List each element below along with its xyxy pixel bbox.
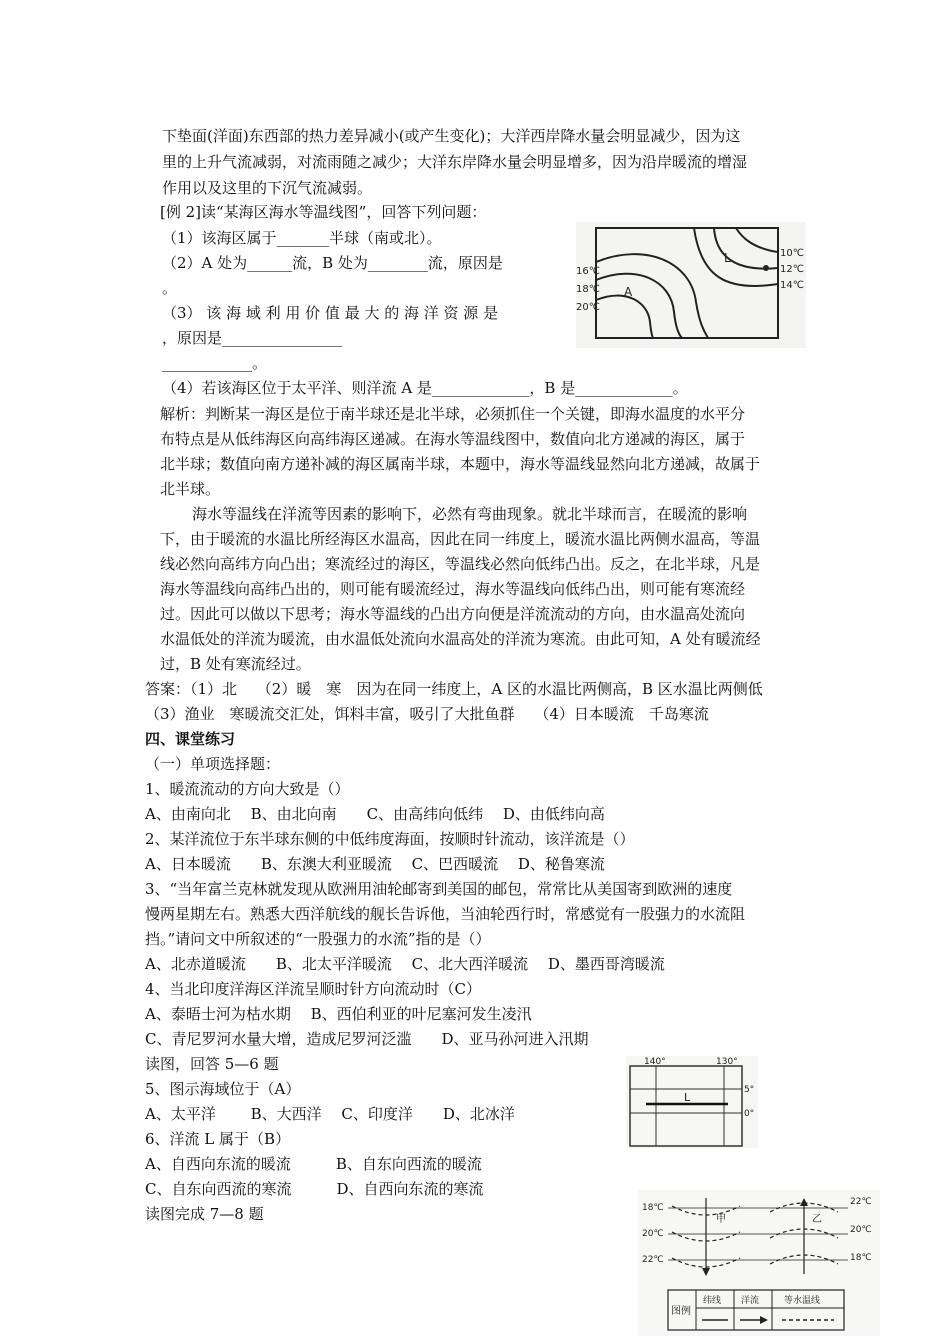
label-b: L (724, 251, 731, 265)
current-diagram (638, 1190, 880, 1336)
temp-label: 18℃ (642, 1203, 664, 1213)
question-line: 5、图示海域位于（A） (145, 1080, 301, 1098)
option-line: A、自西向东流的暖流 B、自东向西流的暖流 (145, 1155, 482, 1173)
temp-label: 12℃ (780, 264, 804, 275)
analysis-line: 过，B 处有寒流经过。 (160, 655, 311, 673)
temp-label: 20℃ (576, 302, 600, 313)
example-heading: [例 2]读“某海区海水等温线图”，回答下列问题： (160, 203, 487, 221)
answer-line: 答案：（1）北 （2）暖 寒 因为在同一纬度上，A 区的水温比两侧高，B 区水温比两侧低 (145, 680, 763, 698)
temp-label: 16℃ (576, 266, 600, 277)
analysis-line: 解析：判断某一海区是位于南半球还是北半球，必须抓住一个关键，即海水温度的水平分 (160, 405, 746, 423)
instruction-line: 读图完成 7—8 题 (145, 1205, 264, 1223)
option-line: A、由南向北 B、由北向南 C、由高纬向低纬 D、由低纬向高 (145, 805, 605, 823)
longitude-label: 130° (716, 1057, 738, 1067)
label-yi: 乙 (812, 1214, 822, 1225)
question-line: 1、暖流流动的方向大致是（） (145, 780, 350, 798)
text-line: 里的上升气流减弱，对流雨随之减少；大洋东岸降水量会明显增多，因为沿岸暖流的增湿 (162, 153, 748, 171)
analysis-line: 北半球。 (160, 480, 221, 498)
analysis-line: 北半球；数值向南方递补减的海区属南半球，本题中，海水等温线显然向北方递减，故属于 (160, 455, 761, 473)
analysis-line: 线必然向高纬方向凸出；寒流经过的海区，等温线必然向低纬凸出。反之，在北半球，凡是 (160, 555, 761, 573)
question-line: 2、某洋流位于东半球东侧的中低纬度海面，按顺时针流动，该洋流是（） (145, 830, 635, 848)
latitude-label: 5° (744, 1085, 755, 1095)
current-l-label: L (684, 1091, 691, 1104)
analysis-line: 水温低处的洋流为暖流，由水温低处流向水温高处的洋流为寒流。由此可知，A 处有暖流经 (160, 630, 761, 648)
temp-label: 10℃ (780, 248, 804, 259)
analysis-line: 海水等温线向高纬凸出的，则可能有暖流经过，海水等温线向低纬凸出，则可能有寒流经 (160, 580, 746, 598)
legend-item: 纬线 (703, 1296, 722, 1306)
question-line: 4、当北印度洋海区洋流呈顺时针方向流动时（C） (145, 980, 482, 998)
option-line: A、太平洋 B、大西洋 C、印度洋 D、北冰洋 (145, 1105, 515, 1123)
section-heading: 四、课堂练习 (145, 730, 236, 748)
temp-label: 22℃ (850, 1197, 872, 1207)
text-line: 作用以及这里的下沉气流减弱。 (162, 179, 373, 197)
temp-label: 18℃ (576, 284, 600, 295)
question-line: 慢两星期左右。熟悉大西洋航线的舰长告诉他，当油轮西行时，常感觉有一股强力的水流阻 (145, 905, 746, 923)
longitude-label: 140° (644, 1057, 666, 1067)
label-a: A (624, 285, 633, 299)
legend-title: 图例 (671, 1306, 691, 1317)
option-line: A、日本暖流 B、东澳大利亚暖流 C、巴西暖流 D、秘鲁寒流 (145, 855, 605, 873)
analysis-line: 布特点是从低纬海区向高纬海区递减。在海水等温线图中，数值向北方递减的海区，属于 (160, 430, 746, 448)
legend-item: 洋流 (741, 1296, 760, 1306)
analysis-line: 海水等温线在洋流等因素的影响下，必然有弯曲现象。就北半球而言，在暖流的影响 (192, 505, 748, 523)
question-line: （2）A 处为______流，B 处为________流，原因是 (162, 254, 503, 272)
temp-label: 18℃ (850, 1253, 872, 1263)
answer-line: （3）渔业 寒暖流交汇处，饵料丰富，吸引了大批鱼群 （4）日本暖流 千岛寒流 (145, 705, 709, 723)
temp-label: 22℃ (642, 1255, 664, 1265)
isotherm-map-figure (576, 222, 806, 348)
analysis-line: 过。因此可以做以下思考；海水等温线的凸出方向便是洋流流动的方向，由水温高处流向 (160, 605, 746, 623)
temp-label: 20℃ (642, 1229, 664, 1239)
question-line: 3、“当年富兰克林就发现从欧洲用油轮邮寄到美国的邮包，常常比从美国寄到欧洲的速度 (145, 880, 733, 898)
instruction-line: 读图，回答 5—6 题 (145, 1055, 279, 1073)
option-line: A、北赤道暖流 B、北太平洋暖流 C、北大西洋暖流 D、墨西哥湾暖流 (145, 955, 665, 973)
question-line: （4）若该海区位于太平洋、则洋流 A 是_____________，B 是_____________。 (162, 379, 688, 397)
option-line: A、泰晤士河为枯水期 B、西伯利亚的叶尼塞河发生凌汛 (145, 1005, 532, 1023)
current-diagram-figure (638, 1190, 880, 1336)
point-marker (763, 265, 769, 271)
subsection-heading: （一）单项选择题： (145, 755, 281, 773)
temp-label: 14℃ (780, 280, 804, 291)
option-line: C、自东向西流的寒流 D、自西向东流的寒流 (145, 1180, 484, 1198)
analysis-line: 下，由于暖流的水温比所经海区水温高，因此在同一纬度上，暖流水温比两侧水温高，等温 (160, 530, 761, 548)
question-line: ____________。 (162, 354, 268, 372)
question-line: 6、洋流 L 属于（B） (145, 1130, 291, 1148)
isotherm-map (576, 222, 806, 348)
question-line: ，原因是________________ (162, 329, 343, 347)
label-jia: 甲 (716, 1214, 726, 1225)
question-line: 。 (162, 279, 178, 297)
question-line: （3） 该 海 域 利 用 价 值 最 大 的 海 洋 资 源 是 (162, 304, 499, 322)
latitude-label: 0° (744, 1109, 755, 1119)
legend-item: 等水温线 (784, 1296, 821, 1306)
text-line: 下垫面(洋面)东西部的热力差异减小(或产生变化)；大洋西岸降水量会明显减少，因为这 (162, 127, 741, 145)
ocean-grid-figure (626, 1056, 758, 1148)
temp-label: 20℃ (850, 1225, 872, 1235)
ocean-grid (626, 1056, 758, 1148)
question-line: 挡。”请问文中所叙述的“一股强力的水流”指的是（） (145, 930, 491, 948)
option-line: C、青尼罗河水量大增，造成尼罗河泛滥 D、亚马孙河进入汛期 (145, 1030, 589, 1048)
question-line: （1）该海区属于_______半球（南或北）。 (162, 229, 442, 247)
